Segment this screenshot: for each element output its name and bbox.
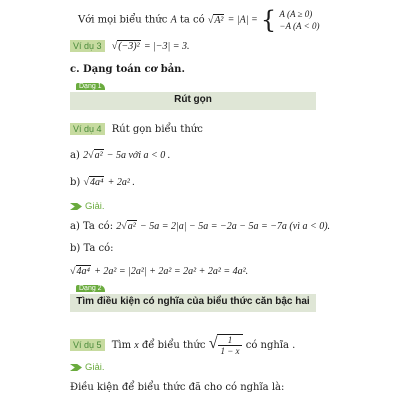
def-brace: { bbox=[260, 6, 277, 34]
chevron-icon bbox=[70, 364, 82, 371]
example-5-prefix: Tìm bbox=[111, 339, 132, 351]
example-5-suffix: có nghĩa . bbox=[245, 339, 296, 351]
solution-a bbox=[70, 221, 330, 232]
example-4-label: Ví dụ 4 bbox=[70, 123, 105, 135]
dang-1-bar bbox=[70, 92, 316, 110]
solution-a-rest: − 5a = 2|a| − 5a = −2a − 5a = −7a (vì a < 0). bbox=[139, 221, 331, 232]
def-sqrt: √A² bbox=[207, 14, 224, 26]
solution-b-label: b) Ta có: bbox=[70, 243, 114, 254]
example-5-label: Ví dụ 5 bbox=[70, 339, 105, 351]
part-a-coef: 2 bbox=[83, 150, 89, 161]
example-5-fraction: $\frac{1}{1 - x}$ bbox=[220, 335, 240, 356]
solution-a-sqrt: √a² bbox=[121, 221, 136, 232]
section-heading: c. Dạng toán cơ bản. bbox=[70, 64, 185, 75]
example-4-text: Rút gọn biểu thức bbox=[111, 124, 203, 135]
def-prefix: Với mọi biểu thức bbox=[78, 14, 168, 26]
part-b-sqrt: √4a⁴ bbox=[83, 177, 104, 188]
solution-a-coef: 2 bbox=[116, 221, 122, 232]
example-4 bbox=[70, 123, 203, 135]
part-a-rest: − 5a với a < 0 . bbox=[106, 150, 171, 161]
example-5 bbox=[70, 334, 295, 356]
def-mid: ta có bbox=[179, 14, 205, 26]
dang-2-tag: Dạng 2 bbox=[76, 285, 105, 292]
part-b-rest: + 2a² . bbox=[107, 177, 135, 188]
def-cases: A (A ≥ 0) −A (A < 0) bbox=[279, 9, 320, 31]
solution-b bbox=[70, 266, 248, 277]
example-5-mid: để biểu thức bbox=[141, 339, 206, 351]
example-5-var: x bbox=[134, 339, 139, 351]
def-var: A bbox=[170, 14, 177, 26]
dang-1-title: Rút gọn bbox=[174, 94, 212, 105]
chevron-icon bbox=[70, 203, 82, 210]
def-eq: = |A| = bbox=[227, 14, 258, 26]
example-3-rest: = |−3| = 3. bbox=[143, 41, 190, 52]
dang-2-title: Tìm điều kiện có nghĩa của biểu thức căn bậc hai bbox=[76, 296, 310, 307]
example-3 bbox=[70, 40, 190, 52]
example-3-sqrt: √(−3)² bbox=[111, 41, 140, 52]
example-5-sqrt: √ $\frac{1}{1 - x}$ bbox=[209, 334, 243, 356]
solution-heading-1: Giải. bbox=[70, 201, 105, 212]
solution-heading-2: Giải. bbox=[70, 362, 105, 373]
solution-b-rest: + 2a² = |2a²| + 2a² = 2a² + 2a² = 4a². bbox=[94, 266, 249, 277]
part-a-label: a) bbox=[70, 150, 80, 161]
part-a bbox=[70, 150, 170, 161]
part-b-label: b) bbox=[70, 177, 81, 188]
definition-line bbox=[78, 8, 319, 32]
condition-line: Điều kiện để biểu thức đã cho có nghĩa là: bbox=[70, 382, 285, 393]
dang-2-bar bbox=[70, 294, 316, 312]
part-b bbox=[70, 177, 135, 188]
solution-b-sqrt: √4a⁴ bbox=[70, 266, 90, 277]
dang-1-tag: Dạng 1 bbox=[76, 83, 105, 90]
example-3-label: Ví dụ 3 bbox=[70, 40, 105, 52]
solution-a-prefix: a) Ta có: bbox=[70, 221, 114, 232]
part-a-sqrt: √a² bbox=[88, 150, 103, 161]
